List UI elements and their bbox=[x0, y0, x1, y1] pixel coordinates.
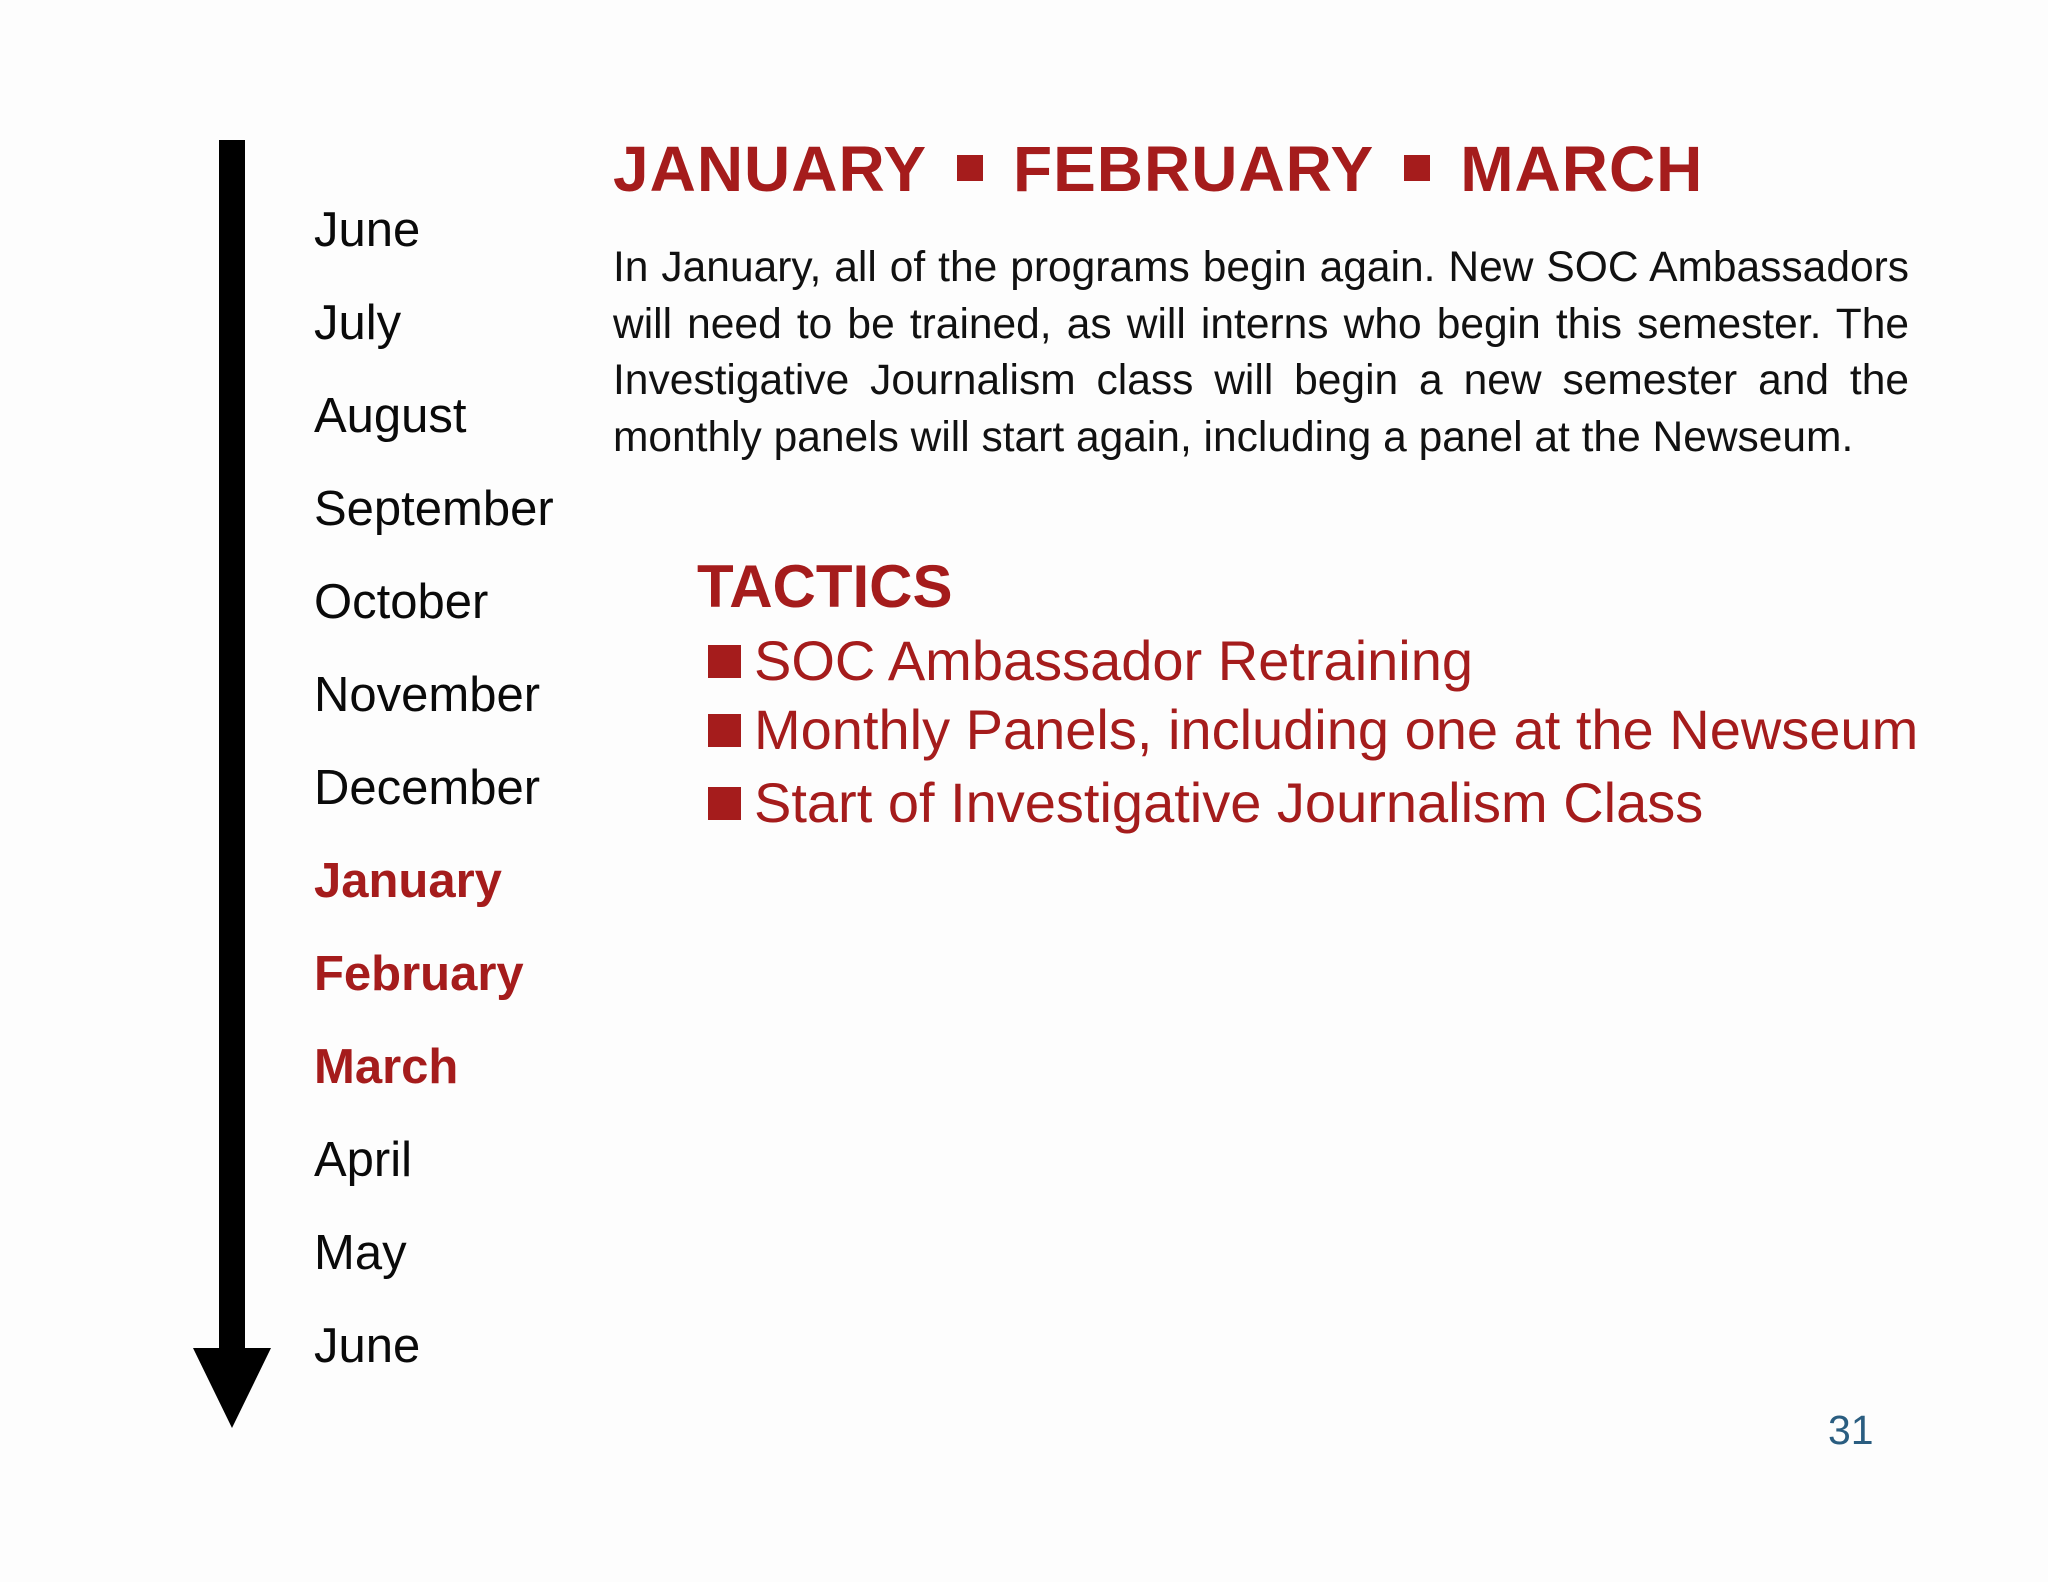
month-december: December bbox=[314, 761, 541, 815]
month-june: June bbox=[314, 203, 421, 257]
timeline-arrow-down-icon bbox=[193, 1348, 271, 1428]
timeline-arrow-shaft bbox=[219, 140, 245, 1360]
month-april: April bbox=[314, 1133, 413, 1187]
square-separator-icon bbox=[957, 155, 983, 181]
square-bullet-icon bbox=[708, 714, 741, 747]
month-may: May bbox=[314, 1226, 407, 1280]
square-separator-icon bbox=[1404, 155, 1430, 181]
title-part-february: FEBRUARY bbox=[1013, 133, 1375, 205]
month-september: September bbox=[314, 482, 554, 536]
month-october: October bbox=[314, 575, 489, 629]
page-number: 31 bbox=[1828, 1407, 1874, 1453]
page-title bbox=[613, 133, 1704, 205]
square-bullet-icon bbox=[708, 787, 741, 820]
tactic-item-label: Start of Investigative Journalism Class bbox=[754, 771, 1704, 834]
month-july: July bbox=[314, 296, 402, 350]
month-march: March bbox=[314, 1040, 459, 1094]
description-paragraph: In January, all of the programs begin again. New SOC Ambassadors will need to be trained, as will interns who begin this semester. The Investigative Journalism class will begin a new semester and the monthly panels will start again, including a panel at the Newseum. bbox=[613, 244, 1909, 461]
title-part-january: JANUARY bbox=[613, 133, 927, 205]
tactic-item bbox=[708, 771, 1704, 834]
square-bullet-icon bbox=[708, 645, 741, 678]
month-january: January bbox=[314, 854, 502, 908]
month-august: August bbox=[314, 389, 467, 443]
title-part-march: MARCH bbox=[1460, 133, 1704, 205]
tactic-item bbox=[708, 698, 1919, 761]
month-february: February bbox=[314, 947, 524, 1001]
tactics-heading: TACTICS bbox=[697, 553, 953, 620]
month-june-end: June bbox=[314, 1319, 421, 1373]
month-november: November bbox=[314, 668, 541, 722]
tactic-item bbox=[708, 629, 1474, 692]
tactic-item-label: SOC Ambassador Retraining bbox=[754, 629, 1474, 692]
tactic-item-label: Monthly Panels, including one at the Newseum bbox=[754, 698, 1919, 761]
